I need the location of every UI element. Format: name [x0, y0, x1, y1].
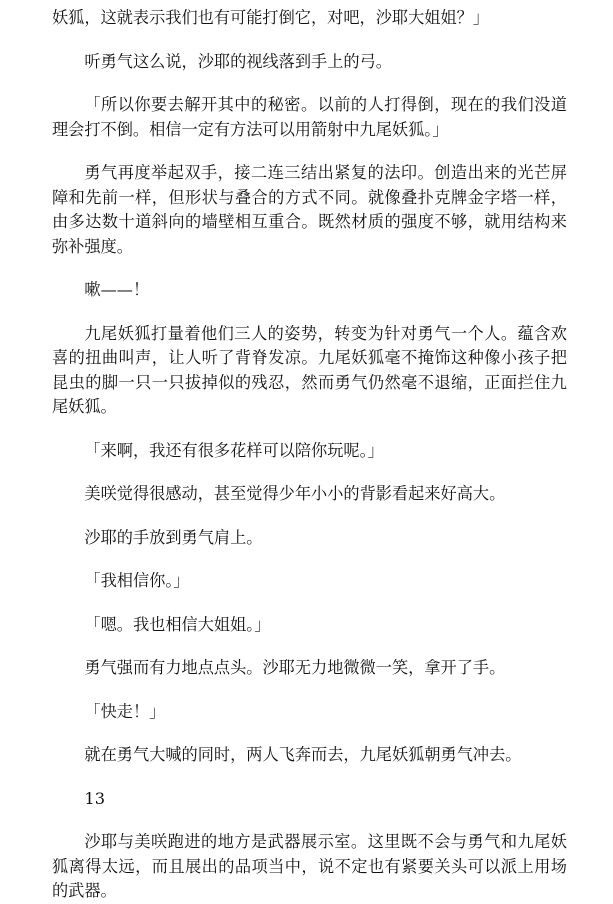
paragraph-4: 勇气再度举起双手，接二连三结出紧复的法印。创造出来的光芒屏障和先前一样，但形状与叠合的方式不同。就像叠扑克牌金字塔一样，由多达数十道斜向的墙壁相互重合。既然材质的强度不够，就用结构来弥补强度。 [52, 163, 567, 256]
paragraph-13: 「快走！」 [84, 701, 166, 721]
paragraph-3: 「所以你要去解开其中的秘密。以前的人打得倒，现在的我们没道理会打不倒。相信一定有方法可以用箭射中九尾妖狐。」 [52, 95, 567, 139]
paragraph-15: 沙耶与美咲跑进的地方是武器展示室。这里既不会与勇气和九尾妖狐离得太远，而且展出的品项当中，说不定也有紧要关头可以派上用场的武器。 [52, 832, 567, 900]
paragraph-10: 「我相信你。」 [84, 571, 190, 590]
paragraph-14: 就在勇气大喊的同时，两人飞奔而去，九尾妖狐朝勇气冲去。 [84, 745, 522, 764]
paragraph-11: 「嗯。我也相信大姐姐。」 [84, 614, 271, 634]
paragraph-7: 「来啊，我还有很多花样可以陪你玩呢。」 [84, 440, 384, 460]
section-number: 13 [84, 788, 105, 808]
paragraph-9: 沙耶的手放到勇气肩上。 [84, 527, 263, 547]
paragraph-8: 美咲觉得很感动，甚至觉得少年小小的背影看起来好高大。 [84, 484, 506, 503]
paragraph-1: 妖狐，这就表示我们也有可能打倒它，对吧，沙耶大姐姐？」 [52, 8, 490, 27]
paragraph-12: 勇气强而有力地点点头。沙耶无力地微微一笑，拿开了手。 [84, 658, 506, 677]
paragraph-2: 听勇气这么说，沙耶的视线落到手上的弓。 [84, 51, 392, 71]
paragraph-5: 嗽——！ [84, 280, 150, 299]
paragraph-6: 九尾妖狐打量着他们三人的姿势，转变为针对勇气一个人。蕴含欢喜的扭曲叫声，让人听了背脊发凉。九尾妖狐毫不掩饰这种像小孩子把昆虫的脚一只一只拔掉似的残忍，然而勇气仍然毫不退缩，正面拦住九尾妖狐。 [52, 323, 567, 416]
